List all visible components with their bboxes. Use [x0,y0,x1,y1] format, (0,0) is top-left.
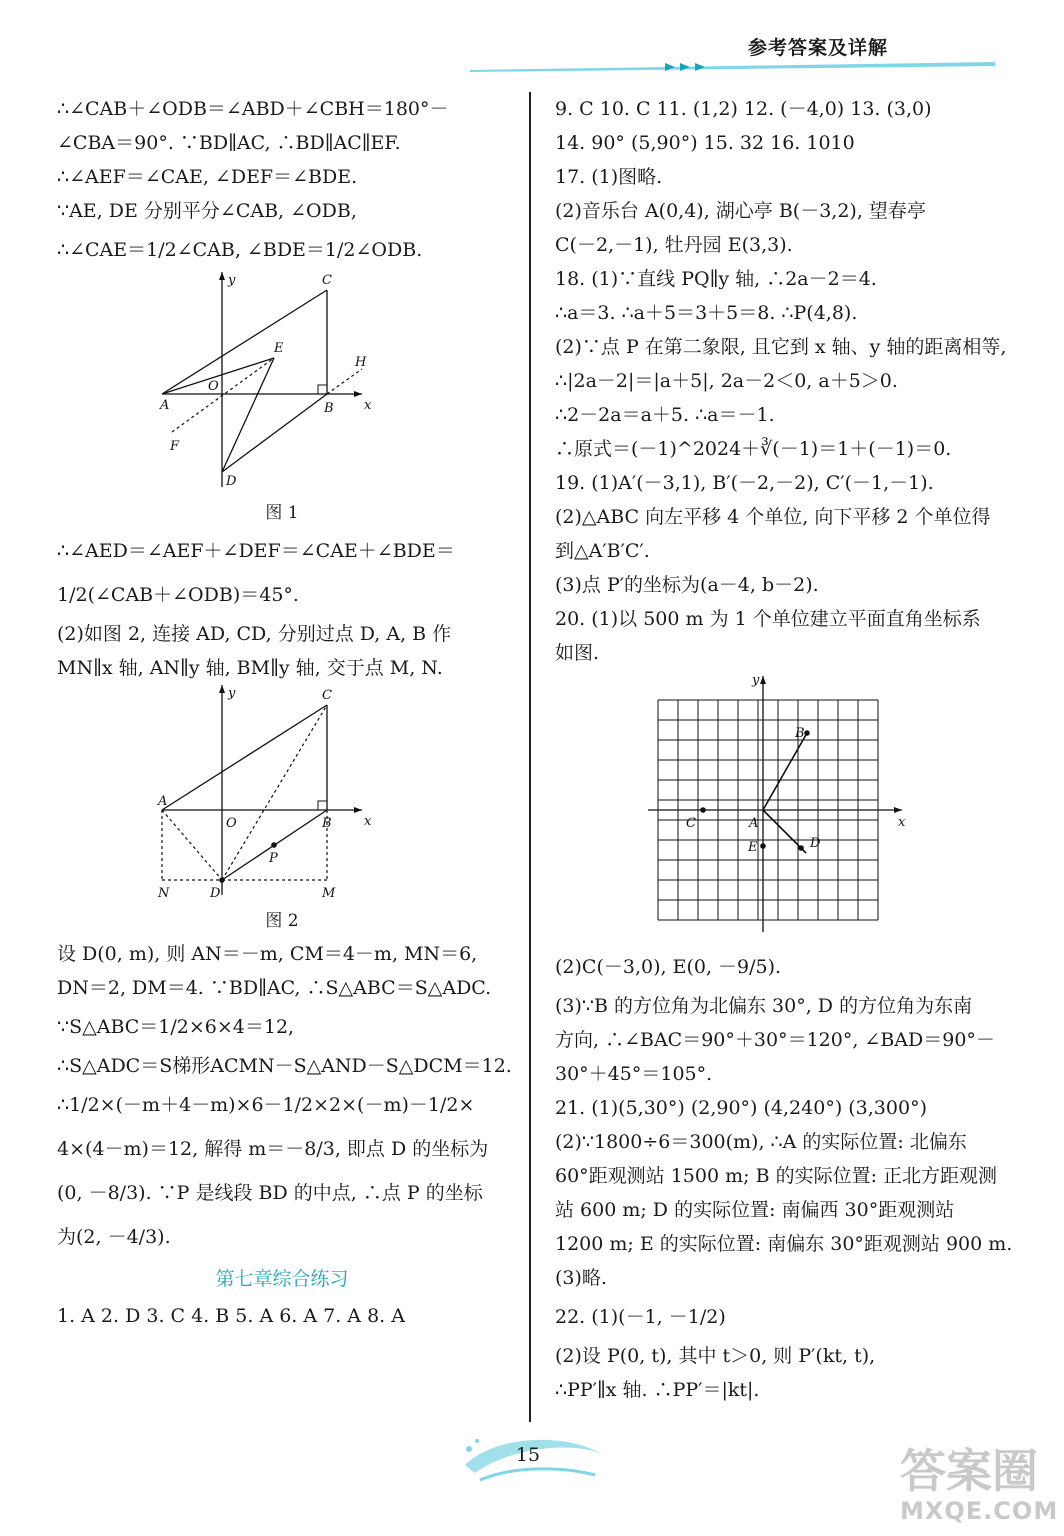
text-line: DN＝2, DM＝4. ∵BD∥AC, ∴S△ABC＝S△ADC. [57,977,492,999]
fig3-label-b: B [795,726,805,741]
figure-2-caption: 图 2 [265,911,299,931]
text-line: 设 D(0, m), 则 AN＝－m, CM＝4－m, MN＝6, [57,943,478,965]
text-line: (0, －8/3). ∵P 是线段 BD 的中点, ∴点 P 的坐标 [57,1182,483,1204]
text-line: ∴∠CAE＝1/2∠CAB, ∠BDE＝1/2∠ODB. [57,239,423,261]
text-line: 方向, ∴∠BAC＝90°＋30°＝120°, ∠BAD＝90°－ [555,1029,995,1051]
fig1-label-h: H [355,355,367,370]
text-line: 21. (1)(5,30°) (2,90°) (4,240°) (3,300°) [555,1097,927,1119]
fig1-label-a: A [160,398,170,413]
text-line: 如图. [555,642,600,664]
fig1-label-o: O [208,379,219,394]
text-line: (3)略. [555,1267,607,1289]
watermark-main: 答案圈 [900,1444,1038,1498]
fig2-label-p: P [269,851,278,866]
text-line: 到△A′B′C′. [555,540,650,562]
text-line: 22. (1)(－1, －1/2) [555,1306,726,1328]
text-line: 20. (1)以 500 m 为 1 个单位建立平面直角坐标系 [555,608,981,630]
text-line: ∴1/2×(－m＋4－m)×6－1/2×2×(－m)－1/2× [57,1094,475,1116]
text-line: (3)∵B 的方位角为北偏东 30°, D 的方位角为东南 [555,995,973,1017]
figure-2 [158,685,402,905]
left-column [57,92,512,1333]
text-line: 站 600 m; D 的实际位置: 南偏西 30°距观测站 [555,1199,955,1221]
text-line: (2)C(－3,0), E(0, －9/5). [555,956,782,978]
text-line: 9. C 10. C 11. (1,2) 12. (－4,0) 13. (3,0) [555,98,932,120]
text-line: C(－2,－1), 牡丹园 E(3,3). [555,234,793,256]
fig1-label-f: F [170,439,180,454]
watermark [900,1444,1059,1530]
text-line: 1/2(∠CAB＋∠ODB)＝45°. [57,584,299,606]
fig2-label-m: M [322,886,336,901]
fig2-label-o: O [226,816,237,831]
fig3-label-y: y [752,673,760,688]
text-line: (2)设 P(0, t), 其中 t＞0, 则 P′(kt, t), [555,1345,876,1367]
text-line: 18. (1)∵直线 PQ∥y 轴, ∴2a－2＝4. [555,268,877,290]
text-line: 1. A 2. D 3. C 4. B 5. A 6. A 7. A 8. A [57,1305,405,1327]
section-title: 第七章综合练习 [215,1268,349,1290]
fig2-label-c: C [322,688,332,703]
text-line: 30°＋45°＝105°. [555,1063,713,1085]
header-title: 参考答案及详解 [748,37,889,59]
text-line: ∴2－2a＝a＋5. ∴a＝－1. [555,404,775,426]
text-line: 4×(4－m)＝12, 解得 m＝－8/3, 即点 D 的坐标为 [57,1138,489,1160]
text-line: (2)△ABC 向左平移 4 个单位, 向下平移 2 个单位得 [555,506,991,528]
text-line: 60°距观测站 1500 m; B 的实际位置: 正北方距观测 [555,1165,998,1187]
text-line: (2)∵点 P 在第二象限, 且它到 x 轴、y 轴的距离相等, [555,336,1007,358]
fig3-label-a: A [749,816,759,831]
fig1-label-e: E [274,341,284,356]
text-line: (2)如图 2, 连接 AD, CD, 分别过点 D, A, B 作 [57,623,452,645]
fig1-label-x: x [364,398,372,413]
text-line: ∴a＝3. ∴a＋5＝3＋5＝8. ∴P(4,8). [555,302,858,324]
text-line: (2)音乐台 A(0,4), 湖心亭 B(－3,2), 望春亭 [555,200,926,222]
text-line: ∴∠CAB＋∠ODB＝∠ABD＋∠CBH＝180°－ [57,98,449,120]
fig1-label-b: B [324,401,334,416]
text-line: 17. (1)图略. [555,166,663,188]
text-line: 14. 90° (5,90°) 15. 32 16. 1010 [555,132,855,154]
text-line: ∵S△ABC＝1/2×6×4＝12, [57,1016,295,1038]
fig2-label-y: y [228,686,236,701]
text-line: ∴∠AED＝∠AEF＋∠DEF＝∠CAE＋∠BDE＝ [57,540,455,562]
fig3-label-d: D [810,836,821,851]
page-number: 15 [515,1444,541,1466]
fig2-label-d: D [210,886,221,901]
fig2-label-b: B [322,816,332,831]
fig3-label-c: C [686,816,696,831]
fig2-label-x: x [364,814,372,829]
text-line: ∴|2a－2|＝|a＋5|, 2a－2＜0, a＋5＞0. [555,370,898,392]
text-line: (3)点 P′的坐标为(a－4, b－2). [555,574,819,596]
text-line: ∴S△ADC＝S梯形ACMN－S△AND－S△DCM＝12. [57,1055,512,1077]
fig2-label-n: N [158,886,170,901]
text-line: (2)∵1800÷6＝300(m), ∴A 的实际位置: 北偏东 [555,1131,967,1153]
fig1-label-d: D [226,474,237,489]
fig1-label-y: y [228,273,236,288]
header-decor-band [470,60,995,74]
fig3-label-e: E [748,840,758,855]
text-line: MN∥x 轴, AN∥y 轴, BM∥y 轴, 交于点 M, N. [57,657,443,679]
text-line: 为(2, －4/3). [57,1226,171,1248]
text-line: 1200 m; E 的实际位置: 南偏东 30°距观测站 900 m. [555,1233,1013,1255]
figure-3-grid [640,670,920,945]
fig2-label-a: A [158,794,168,809]
figure-1-caption: 图 1 [265,503,299,523]
text-line: ∵AE, DE 分别平分∠CAB, ∠ODB, [57,200,357,222]
figure-1 [162,272,402,497]
fig3-label-x: x [898,815,906,830]
text-line: ∴原式＝(－1)^2024＋∛(－1)＝1＋(－1)＝0. [555,438,952,460]
text-line: ∴PP′∥x 轴. ∴PP′＝|kt|. [555,1379,760,1401]
text-line: 19. (1)A′(－3,1), B′(－2,－2), C′(－1,－1). [555,472,934,494]
column-divider [529,92,531,1422]
right-column [555,92,1013,1407]
watermark-sub: MXQE.COM [900,1497,1059,1525]
text-line: ∠CBA＝90°. ∵BD∥AC, ∴BD∥AC∥EF. [57,132,401,154]
text-line: ∴∠AEF＝∠CAE, ∠DEF＝∠BDE. [57,166,358,188]
fig1-label-c: C [322,273,332,288]
